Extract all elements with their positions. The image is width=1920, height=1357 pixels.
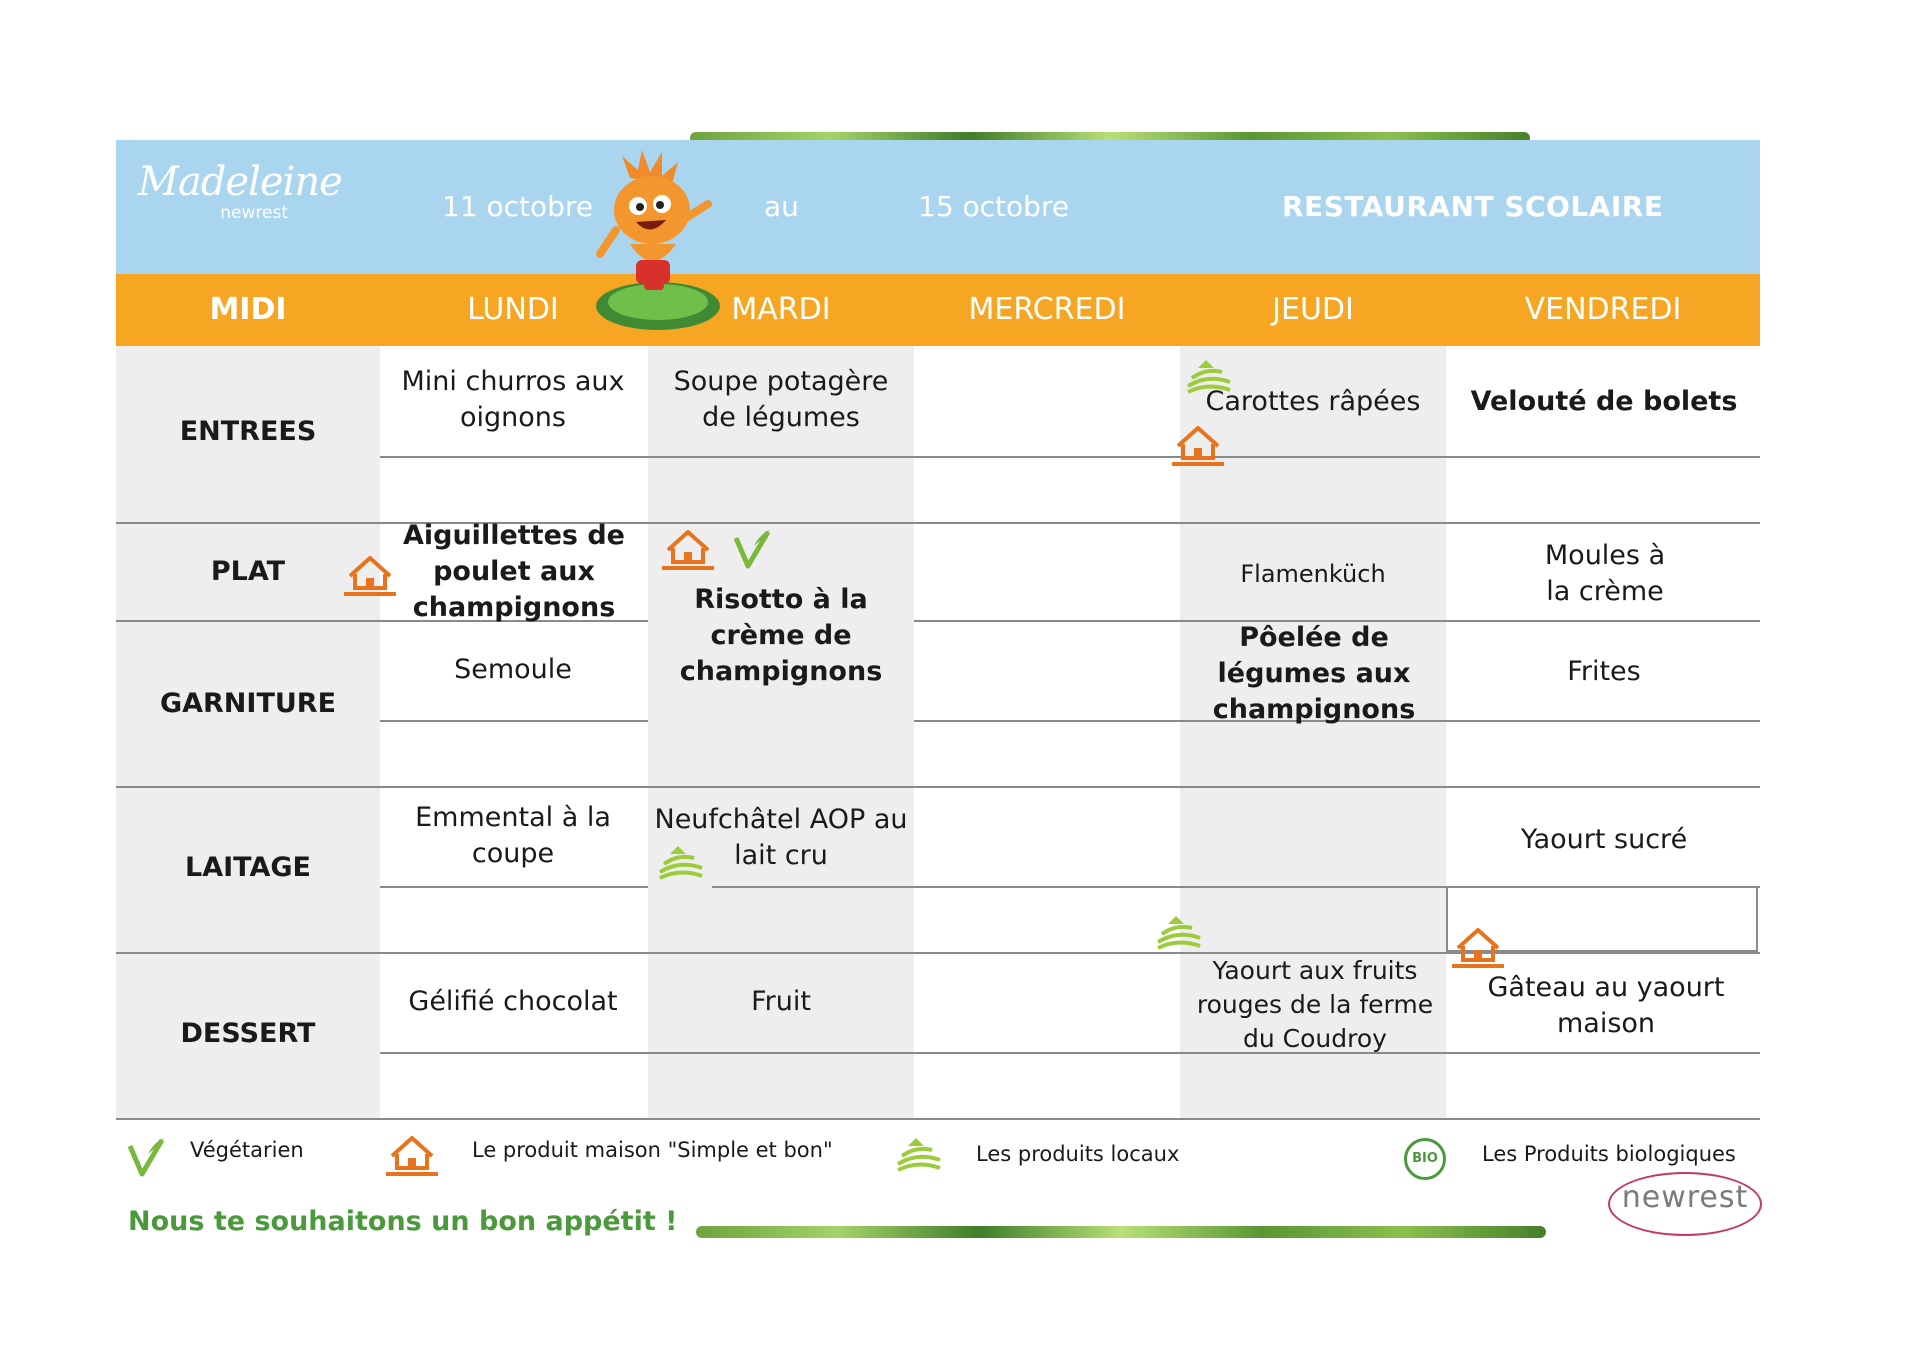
brand-name: Madeleine: [138, 159, 342, 205]
vendredi-plat: Moules à la crème: [1544, 540, 1666, 607]
day-mercredi: MERCREDI: [968, 292, 1126, 327]
vendredi-dessert: Gâteau au yaourt maison: [1487, 972, 1725, 1039]
divider: [116, 952, 1760, 954]
row-label-garniture: GARNITURE: [159, 688, 337, 719]
house-icon: [384, 1132, 440, 1178]
bio-badge-text: BIO: [1412, 1151, 1438, 1166]
row-label-entrees: ENTREES: [179, 416, 317, 447]
row-label-plat: PLAT: [210, 556, 286, 587]
house-icon: [1450, 924, 1506, 970]
lundi-garniture: Semoule: [454, 654, 572, 685]
mardi-entree: Soupe potagère de légumes: [673, 366, 889, 433]
lundi-laitage: Emmental à la coupe: [415, 802, 611, 869]
legend-vegetarien: Végétarien: [190, 1138, 304, 1162]
leaf-v-icon: [124, 1134, 168, 1180]
legend-bio: Les Produits biologiques: [1482, 1142, 1736, 1166]
lundi-entree: Mini churros aux oignons: [401, 366, 625, 433]
vendredi-garniture: Frites: [1567, 656, 1641, 687]
brand-sub: newrest: [220, 203, 288, 223]
jeudi-plat: Flamenküch: [1240, 560, 1386, 588]
mardi-plat: Risotto à la crème de champignons: [679, 584, 883, 687]
date-from: 11 octobre: [442, 190, 594, 223]
brand-logo: [138, 159, 342, 223]
bio-icon: [1404, 1138, 1446, 1180]
newrest-logo-text: newrest: [1621, 1180, 1749, 1215]
field-icon: [1184, 356, 1234, 398]
field-icon: [894, 1134, 944, 1176]
vendredi-laitage: Yaourt sucré: [1520, 824, 1688, 855]
restaurant-title: RESTAURANT SCOLAIRE: [1282, 190, 1664, 223]
mardi-dessert: Fruit: [751, 986, 811, 1017]
day-mardi: MARDI: [731, 292, 831, 327]
vendredi-entree: Velouté de bolets: [1470, 386, 1738, 417]
divider: [380, 886, 648, 888]
day-lundi: LUNDI: [467, 292, 559, 327]
lundi-plat: Aiguillettes de poulet aux champignons: [402, 520, 625, 623]
legend-locaux: Les produits locaux: [976, 1142, 1180, 1166]
footer-message: Nous te souhaitons un bon appétit !: [128, 1206, 678, 1237]
lundi-dessert: Gélifié chocolat: [408, 986, 618, 1017]
newrest-logo: [1608, 1172, 1762, 1236]
jeudi-garniture: Pôelée de légumes aux champignons: [1212, 622, 1416, 725]
jeudi-dessert: Yaourt aux fruits rouges de la ferme du Coudroy: [1196, 956, 1434, 1053]
day-jeudi: JEUDI: [1272, 292, 1354, 327]
house-icon: [660, 526, 716, 572]
vine-decoration-bottom: [696, 1226, 1546, 1238]
row-label-dessert: DESSERT: [180, 1018, 316, 1049]
legend-maison: Le produit maison "Simple et bon": [472, 1138, 833, 1162]
divider: [116, 1118, 1760, 1120]
divider: [380, 456, 1760, 458]
label-column: [116, 346, 380, 1118]
date-separator: au: [764, 190, 799, 223]
divider: [380, 1052, 1760, 1054]
divider: [380, 720, 648, 722]
jeudi-entree: Carottes râpées: [1205, 386, 1421, 417]
mardi-laitage: Neufchâtel AOP au lait cru: [654, 804, 908, 871]
leaf-v-icon: [730, 526, 774, 572]
house-icon: [342, 552, 398, 598]
day-vendredi: VENDREDI: [1524, 292, 1682, 327]
divider: [116, 786, 1760, 788]
date-to: 15 octobre: [918, 190, 1070, 223]
field-icon: [656, 842, 706, 884]
mascot-icon: [590, 148, 720, 333]
field-icon: [1154, 912, 1204, 954]
house-icon: [1170, 422, 1226, 468]
divider: [116, 522, 1760, 524]
midi-label: MIDI: [209, 292, 287, 327]
row-label-laitage: LAITAGE: [185, 852, 311, 883]
